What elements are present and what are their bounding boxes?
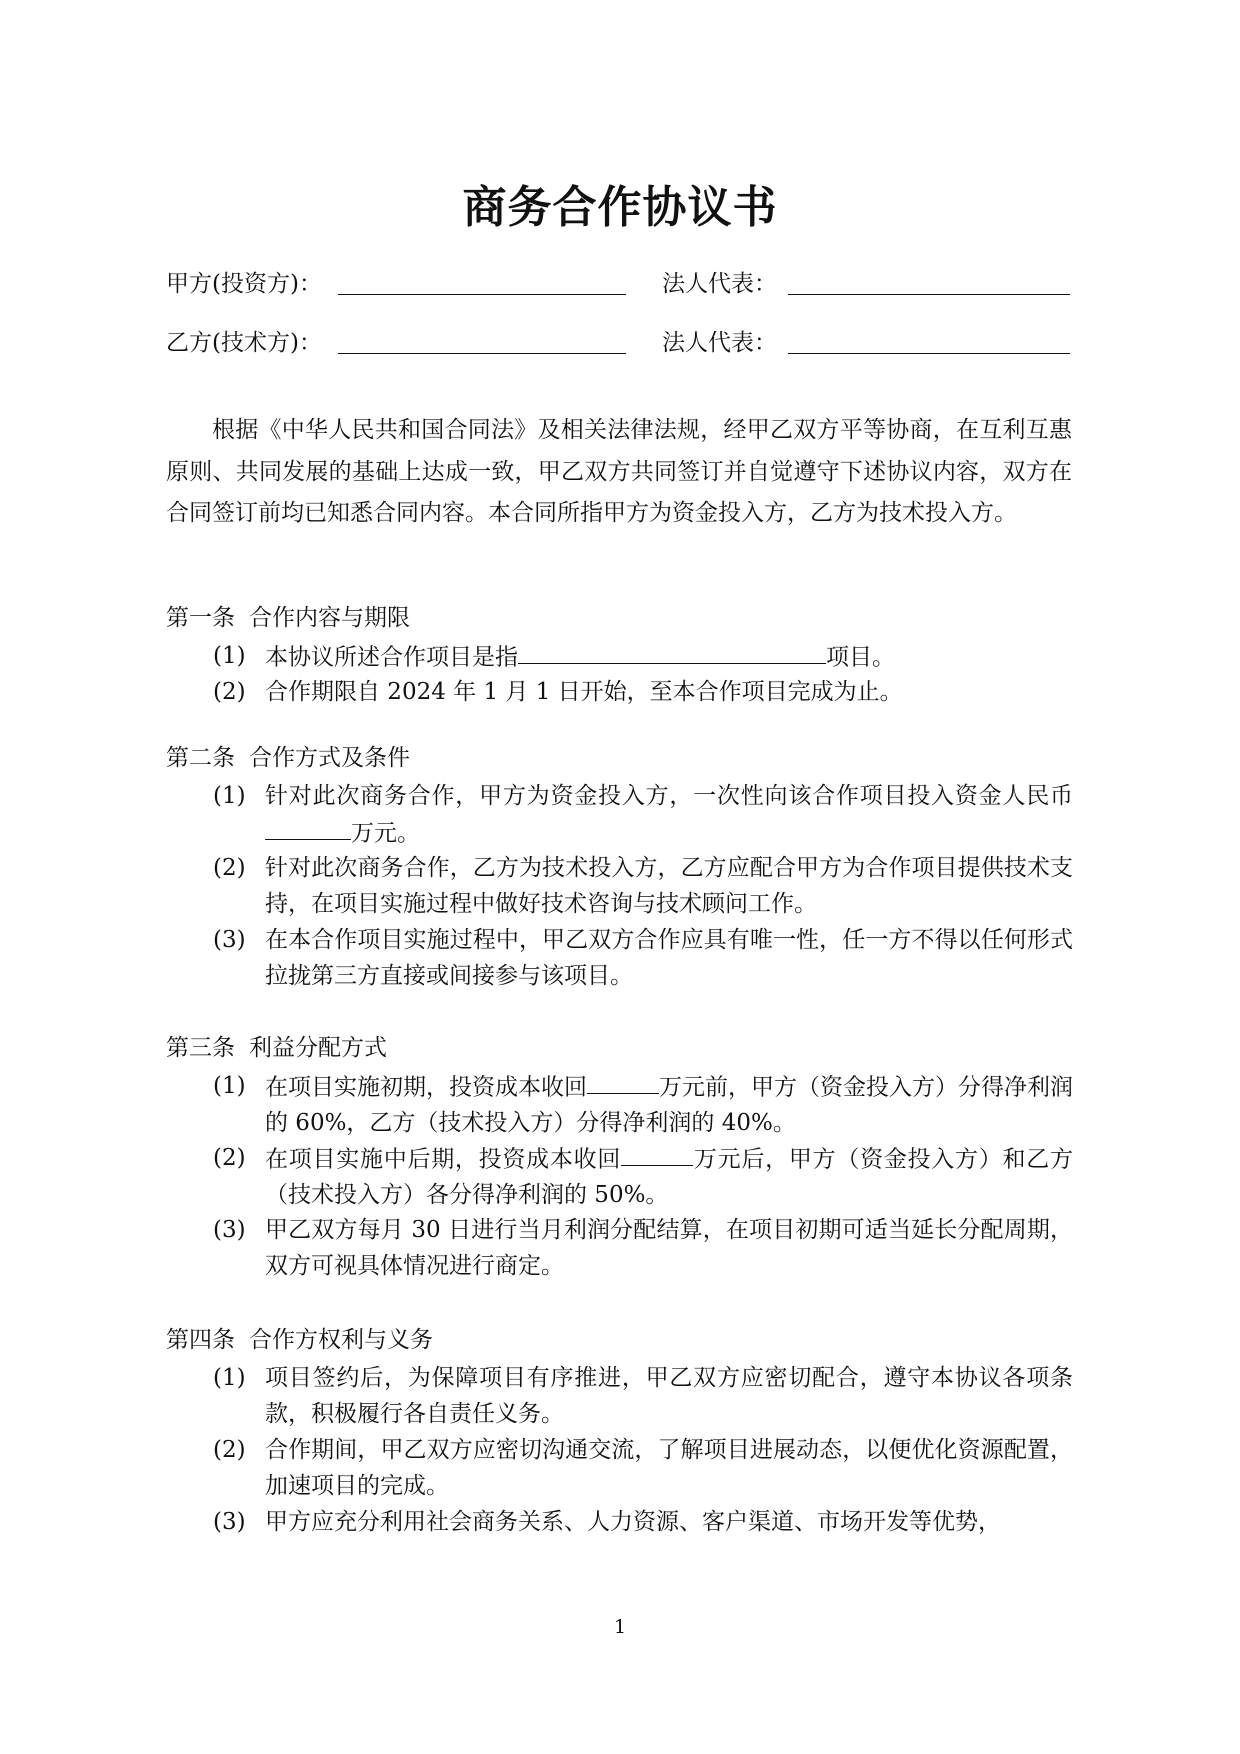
party-a-rep-label: 法人代表： — [662, 271, 777, 297]
project-name-blank[interactable] — [518, 638, 826, 664]
cost-recovery-blank-late[interactable] — [621, 1140, 693, 1166]
party-b-rep-field[interactable] — [788, 353, 1070, 354]
clause-text: 甲方应充分利用社会商务关系、人力资源、客户渠道、市场开发等优势， — [265, 1509, 1001, 1535]
cost-recovery-blank-early[interactable] — [587, 1068, 659, 1094]
clause-number: (3) — [213, 927, 246, 953]
clause-3-2 — [213, 1140, 1073, 1212]
clause-3-3 — [213, 1212, 1073, 1284]
clause-number: (3) — [213, 1217, 246, 1243]
clause-number: (2) — [213, 1437, 246, 1463]
article-title: 合作方式及条件 — [249, 745, 410, 771]
clause-text: 合作期限自 2024 年 1 月 1 日开始，至本合作项目完成为止。 — [265, 679, 903, 705]
article-title: 合作内容与期限 — [249, 605, 410, 631]
clause-number: (1) — [213, 1073, 246, 1099]
article-number: 第一条 — [166, 605, 235, 631]
article-number: 第三条 — [166, 1035, 235, 1061]
clause-number: (2) — [213, 1145, 246, 1171]
article-4-heading — [166, 1322, 433, 1358]
clause-text: 合作期间，甲乙双方应密切沟通交流，了解项目进展动态，以便优化资源配置，加速项目的完成。 — [265, 1437, 1073, 1499]
clause-4-3 — [213, 1504, 1073, 1540]
investment-amount-blank[interactable] — [265, 814, 351, 840]
article-number: 第二条 — [166, 745, 235, 771]
clause-text: 在本合作项目实施过程中，甲乙双方合作应具有唯一性，任一方不得以任何形式拉拢第三方直接或间接参与该项目。 — [265, 927, 1073, 989]
article-2-heading — [166, 740, 410, 776]
party-a-label: 甲方(投资方)： — [166, 271, 322, 297]
clause-text: 项目签约后，为保障项目有序推进，甲乙双方应密切配合，遵守本协议各项条款，积极履行各自责任义务。 — [265, 1365, 1073, 1427]
party-b-name-field[interactable] — [338, 353, 626, 354]
clause-text: 针对此次商务合作，乙方为技术投入方，乙方应配合甲方为合作项目提供技术支持，在项目实施过程中做好技术咨询与技术顾问工作。 — [265, 855, 1073, 917]
clause-2-2 — [213, 850, 1073, 922]
clause-number: (1) — [213, 643, 246, 669]
clause-number: (3) — [213, 1509, 246, 1535]
document-title: 商务合作协议书 — [462, 182, 778, 233]
clause-text: 项目。 — [826, 644, 895, 671]
article-number: 第四条 — [166, 1327, 235, 1353]
clause-number: (2) — [213, 679, 246, 705]
page-number: 1 — [613, 1616, 627, 1638]
party-a-rep-field[interactable] — [788, 294, 1070, 295]
clause-2-3 — [213, 922, 1073, 994]
clause-text: 本协议所述合作项目是指 — [265, 644, 518, 671]
preamble-paragraph: 根据《中华人民共和国合同法》及相关法律法规，经甲乙双方平等协商，在互利互惠原则、共同发展的基础上达成一致，甲乙双方共同签订并自觉遵守下述协议内容，双方在合同签订前均已知悉合同内容。本合同所指甲方为资金投入方，乙方为技术投入方。 — [166, 417, 1072, 526]
clause-number: (2) — [213, 855, 246, 881]
clause-text: 在项目实施初期，投资成本收回 — [265, 1074, 587, 1101]
article-title: 合作方权利与义务 — [249, 1327, 433, 1353]
clause-text: 在项目实施中后期，投资成本收回 — [265, 1146, 622, 1173]
clause-text: 万元后，甲方（资金投入方）和乙方（技术投入方）各分得净利润的 50%。 — [265, 1146, 1074, 1209]
clause-4-1 — [213, 1360, 1073, 1432]
party-b-rep-label: 法人代表： — [662, 330, 777, 356]
party-b-label: 乙方(技术方)： — [166, 330, 322, 356]
clause-text: 万元前，甲方（资金投入方）分得净利润的 60%，乙方（技术投入方）分得净利润的 40%。 — [265, 1074, 1073, 1137]
clause-1-2 — [213, 674, 1073, 710]
article-1-heading — [166, 600, 410, 636]
clause-number: (1) — [213, 783, 246, 809]
party-b-row — [166, 323, 1076, 363]
article-3-heading — [166, 1030, 387, 1066]
clause-text: 甲乙双方每月 30 日进行当月利润分配结算，在项目初期可适当延长分配周期，双方可视具体情况进行商定。 — [265, 1217, 1073, 1279]
clause-4-2 — [213, 1432, 1073, 1504]
party-a-row — [166, 264, 1076, 304]
clause-2-1 — [213, 778, 1073, 850]
clause-text: 万元。 — [351, 820, 420, 847]
article-title: 利益分配方式 — [249, 1035, 387, 1061]
clause-1-1 — [213, 638, 1073, 674]
clause-text: 针对此次商务合作，甲方为资金投入方，一次性向该合作项目投入资金人民币 — [265, 783, 1073, 809]
party-a-name-field[interactable] — [338, 294, 626, 295]
clause-number: (1) — [213, 1365, 246, 1391]
clause-3-1 — [213, 1068, 1073, 1140]
